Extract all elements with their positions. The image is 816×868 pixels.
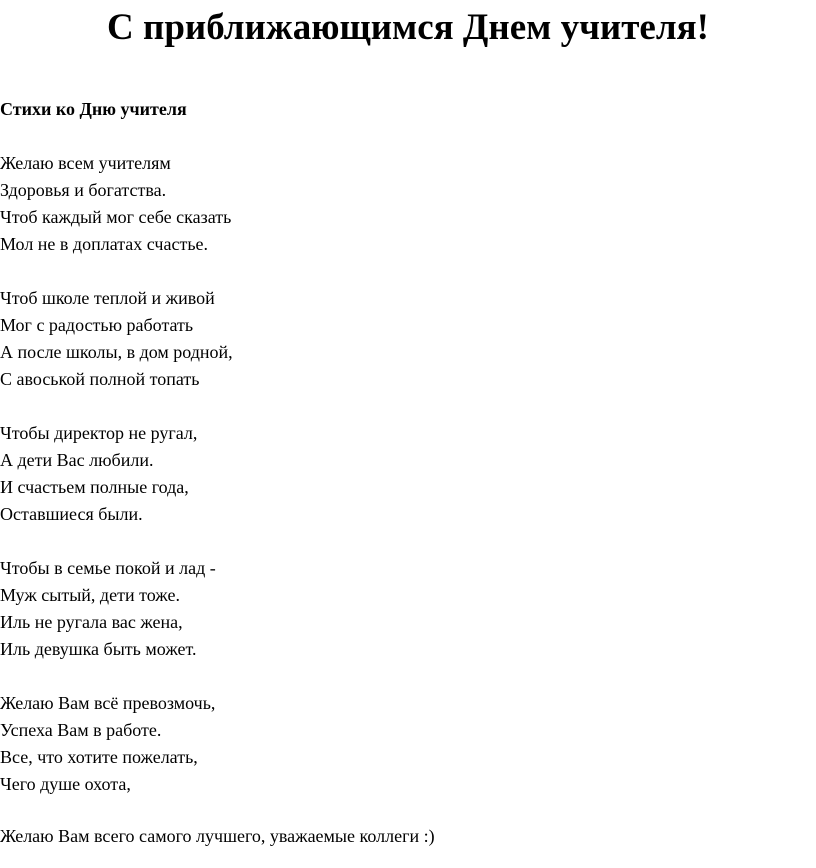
poem-line: Чтобы директор не ругал, [0,423,198,443]
poem-line: Здоровья и богатства. [0,180,167,200]
poem-line: Успеха Вам в работе. [0,720,162,740]
poem-line: Все, что хотите пожелать, [0,747,198,767]
stanza [0,420,816,528]
poem-line: Иль девушка быть может. [0,639,197,659]
closing-wish: Желаю Вам всего самого лучшего, уважаемые коллеги :) [0,826,435,846]
poem-heading: Стихи ко Дню учителя [0,99,187,119]
poem-line: Мог с радостью работать [0,315,194,335]
poem-line: Чтобы в семье покой и лад - [0,558,216,578]
poem-line: А дети Вас любили. [0,450,154,470]
poem-line: И счастьем полные года, [0,477,189,497]
stanza [0,285,816,393]
poem-line: Желаю всем учителям [0,153,171,173]
poem-line: Мол не в доплатах счастье. [0,234,209,254]
poem-line: Чтоб школе теплой и живой [0,288,215,308]
poem-line: Желаю Вам всё превозмочь, [0,693,216,713]
stanza [0,690,816,798]
stanza [0,150,816,258]
poem-body [0,150,816,825]
stanza [0,555,816,663]
poem-line: Чтоб каждый мог себе сказать [0,207,232,227]
poem-line: С авоськой полной топать [0,369,200,389]
poem-line: Чего душе охота, [0,774,131,794]
document-title: С приближающимся Днем учителя! [107,7,709,48]
poem-line: Муж сытый, дети тоже. [0,585,180,605]
poem-line: Иль не ругала вас жена, [0,612,183,632]
poem-line: А после школы, в дом родной, [0,342,233,362]
poem-line: Оставшиеся были. [0,504,143,524]
